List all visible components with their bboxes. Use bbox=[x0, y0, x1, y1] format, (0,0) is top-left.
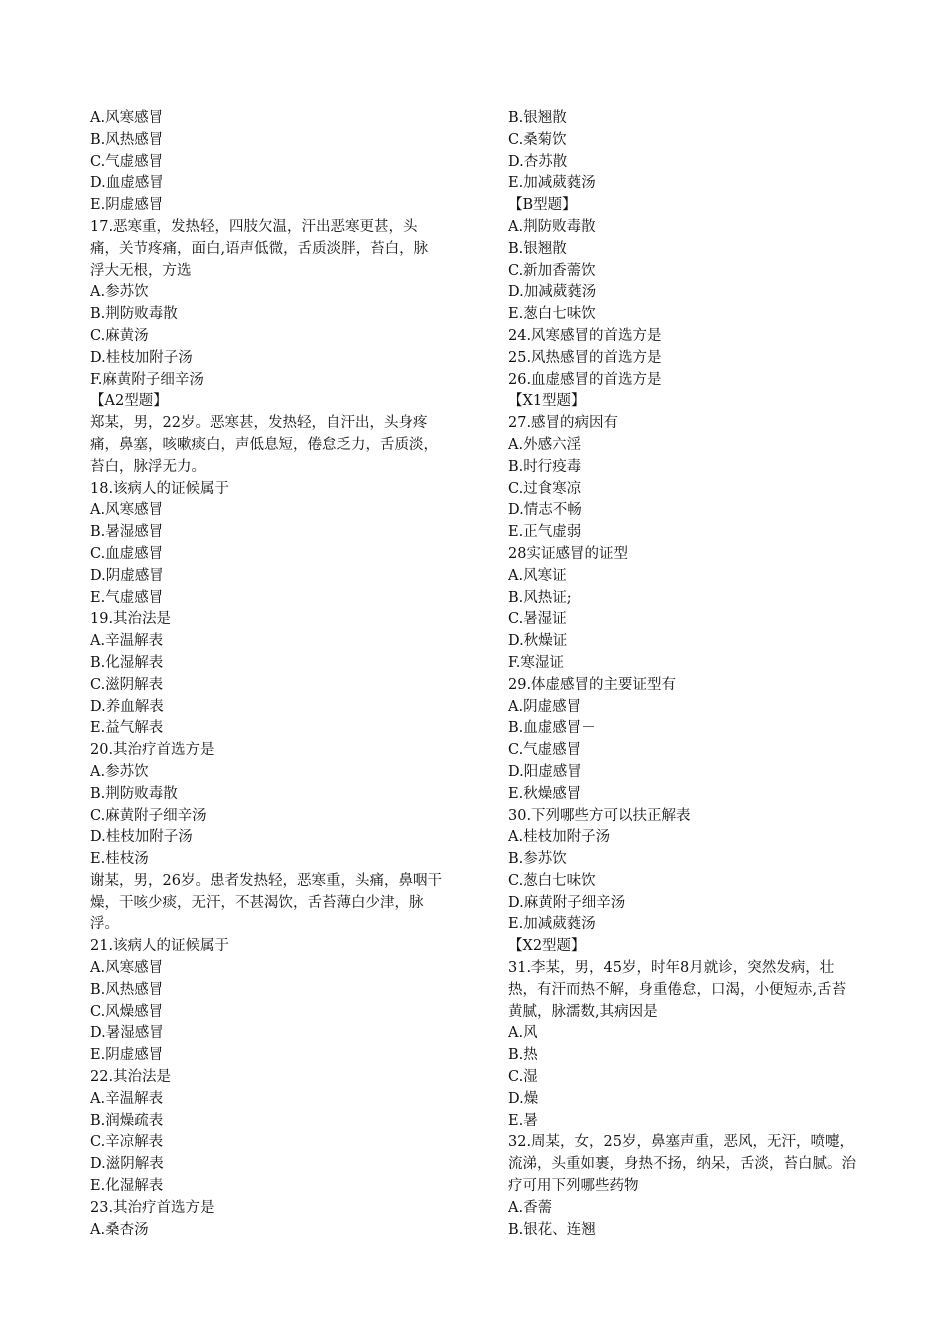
text-line: D.桂枝加附子汤 bbox=[90, 829, 193, 846]
question-paragraph: 郑某，男，22岁。恶寒甚，发热轻，自汗出，头身疼痛，鼻塞，咳嗽痰白，声低息短，倦怠乏力，舌质淡，苔白，脉浮无力。 bbox=[90, 415, 438, 475]
text-line: 【X2型题】 bbox=[508, 938, 586, 955]
text-line: 【B型题】 bbox=[508, 197, 577, 214]
text-line: E.正气虚弱 bbox=[508, 524, 582, 541]
text-line: 18.该病人的证候属于 bbox=[90, 480, 230, 497]
left-column bbox=[90, 108, 442, 1241]
text-line: 29.体虚感冒的主要证型有 bbox=[508, 676, 677, 693]
text-line: B.银花、连翘 bbox=[508, 1221, 596, 1238]
text-line: D.秋燥证 bbox=[508, 633, 568, 650]
text-line: C.气虚感冒 bbox=[508, 742, 582, 759]
text-line: B.风热证; bbox=[508, 589, 572, 606]
text-line: E.阴虚感冒 bbox=[90, 197, 164, 214]
text-line: E.化湿解表 bbox=[90, 1178, 164, 1195]
text-line: 30.下列哪些方可以扶正解表 bbox=[508, 807, 691, 824]
text-line: D.养血解表 bbox=[90, 698, 164, 715]
text-line: A.风寒证 bbox=[508, 567, 567, 584]
text-line: A.风寒感冒 bbox=[90, 110, 164, 126]
text-line: B.荆防败毒散 bbox=[90, 306, 178, 323]
text-line: D.加减葳蕤汤 bbox=[508, 284, 597, 301]
text-line: A.风寒感冒 bbox=[90, 960, 164, 977]
text-line: B.参苏饮 bbox=[508, 851, 567, 868]
text-line: A.参苏饮 bbox=[90, 763, 149, 780]
text-line: D.情志不畅 bbox=[508, 502, 582, 519]
text-line: A.风寒感冒 bbox=[90, 502, 164, 519]
text-line: D.暑湿感冒 bbox=[90, 1025, 164, 1042]
text-line: C.新加香薷饮 bbox=[508, 262, 596, 279]
text-line: D.桂枝加附子汤 bbox=[90, 349, 193, 366]
text-line: 20.其治疗首选方是 bbox=[90, 742, 215, 759]
right-column bbox=[508, 108, 858, 1241]
text-line: 【A2型题】 bbox=[90, 393, 168, 410]
text-line: E.益气解表 bbox=[90, 720, 164, 737]
text-line: D.阴虚感冒 bbox=[90, 567, 164, 584]
text-line: C.过食寒凉 bbox=[508, 480, 582, 497]
text-line: D.阳虚感冒 bbox=[508, 763, 582, 780]
text-line: F.麻黄附子细辛汤 bbox=[90, 371, 204, 388]
text-line: B.血虚感冒－ bbox=[508, 720, 596, 737]
question-paragraph: 31.李某，男，45岁，时年8月就诊，突然发病，壮热，有汗而热不解，身重倦怠，口渴，小便短赤,舌苔黄腻，脉濡数,其病因是 bbox=[508, 960, 847, 1020]
text-line: B.润燥疏表 bbox=[90, 1112, 164, 1129]
text-line: D.滋阴解表 bbox=[90, 1156, 164, 1173]
text-line: A.参苏饮 bbox=[90, 284, 149, 301]
text-line: 27.感冒的病因有 bbox=[508, 415, 619, 432]
text-line: E.加减葳蕤汤 bbox=[508, 916, 596, 933]
text-line: A.外感六淫 bbox=[508, 436, 582, 453]
text-line: E.暑 bbox=[508, 1112, 538, 1129]
text-line: C.麻黄附子细辛汤 bbox=[90, 807, 207, 824]
text-line: 22.其治法是 bbox=[90, 1069, 172, 1086]
text-line: A.香薷 bbox=[508, 1199, 553, 1216]
text-line: 24.风寒感冒的首选方是 bbox=[508, 327, 662, 344]
text-line: B.风热感冒 bbox=[90, 981, 164, 998]
text-line: E.桂枝汤 bbox=[90, 851, 149, 868]
text-line: B.时行疫毒 bbox=[508, 458, 582, 475]
text-line: 28实证感冒的证型 bbox=[508, 545, 628, 562]
text-line: A.辛温解表 bbox=[90, 633, 164, 650]
text-line: D.麻黄附子细辛汤 bbox=[508, 894, 626, 911]
text-line: C.暑湿证 bbox=[508, 611, 567, 628]
text-line: A.桑杏汤 bbox=[90, 1221, 149, 1238]
text-line: C.滋阴解表 bbox=[90, 676, 164, 693]
question-paragraph: 17.恶寒重，发热轻，四肢欠温，汗出恶寒更甚，头痛，关节疼痛，面白,语声低微，舌质淡胖，苔白，脉浮大无根，方选 bbox=[90, 218, 429, 279]
question-paragraph: 32.周某，女，25岁，鼻塞声重，恶风，无汗，喷嚏，流涕，头重如裹，身热不扬，纳呆，舌淡，苔白腻。治疗可用下列哪些药物 bbox=[508, 1134, 856, 1195]
text-line: 23.其治疗首选方是 bbox=[90, 1199, 215, 1216]
text-line: C.血虚感冒 bbox=[90, 545, 164, 562]
text-line: B.风热感冒 bbox=[90, 131, 164, 148]
text-line: B.化湿解表 bbox=[90, 654, 164, 671]
text-line: B.荆防败毒散 bbox=[90, 785, 178, 802]
text-line: B.银翘散 bbox=[508, 110, 567, 126]
text-line: C.辛凉解表 bbox=[90, 1134, 164, 1151]
text-line: C.麻黄汤 bbox=[90, 327, 149, 344]
text-line: E.秋燥感冒 bbox=[508, 785, 582, 802]
text-line: 19.其治法是 bbox=[90, 611, 172, 628]
text-line: F.寒湿证 bbox=[508, 654, 564, 671]
text-line: C.湿 bbox=[508, 1069, 538, 1086]
text-line: C.桑菊饮 bbox=[508, 131, 567, 148]
text-line: E.加减葳蕤汤 bbox=[508, 175, 596, 192]
text-line: D.血虚感冒 bbox=[90, 175, 164, 192]
text-line: B.热 bbox=[508, 1047, 538, 1064]
text-line: C.风燥感冒 bbox=[90, 1003, 164, 1020]
text-line: A.风 bbox=[508, 1025, 538, 1042]
text-line: A.荆防败毒散 bbox=[508, 218, 596, 235]
text-line: B.银翘散 bbox=[508, 240, 567, 257]
text-line: E.阴虚感冒 bbox=[90, 1047, 164, 1064]
text-line: C.葱白七味饮 bbox=[508, 872, 596, 889]
text-line: C.气虚感冒 bbox=[90, 153, 164, 170]
text-line: E.气虚感冒 bbox=[90, 589, 164, 606]
text-line: B.暑湿感冒 bbox=[90, 524, 164, 541]
text-line: A.阴虚感冒 bbox=[508, 698, 582, 715]
text-line: A.辛温解表 bbox=[90, 1090, 164, 1107]
question-paragraph: 谢某，男，26岁。患者发热轻，恶寒重，头痛，鼻咽干燥，干咳少痰，无汗，不甚渴饮，舌苔薄白少津，脉浮。 bbox=[90, 872, 442, 933]
text-line: D.燥 bbox=[508, 1090, 539, 1107]
text-line: 21.该病人的证候属于 bbox=[90, 938, 230, 955]
text-line: 【X1型题】 bbox=[508, 393, 586, 410]
text-line: 25.风热感冒的首选方是 bbox=[508, 349, 662, 366]
text-line: A.桂枝加附子汤 bbox=[508, 829, 611, 846]
text-line: E.葱白七味饮 bbox=[508, 306, 596, 323]
text-line: D.杏苏散 bbox=[508, 153, 568, 170]
text-line: 26.血虚感冒的首选方是 bbox=[508, 371, 662, 388]
